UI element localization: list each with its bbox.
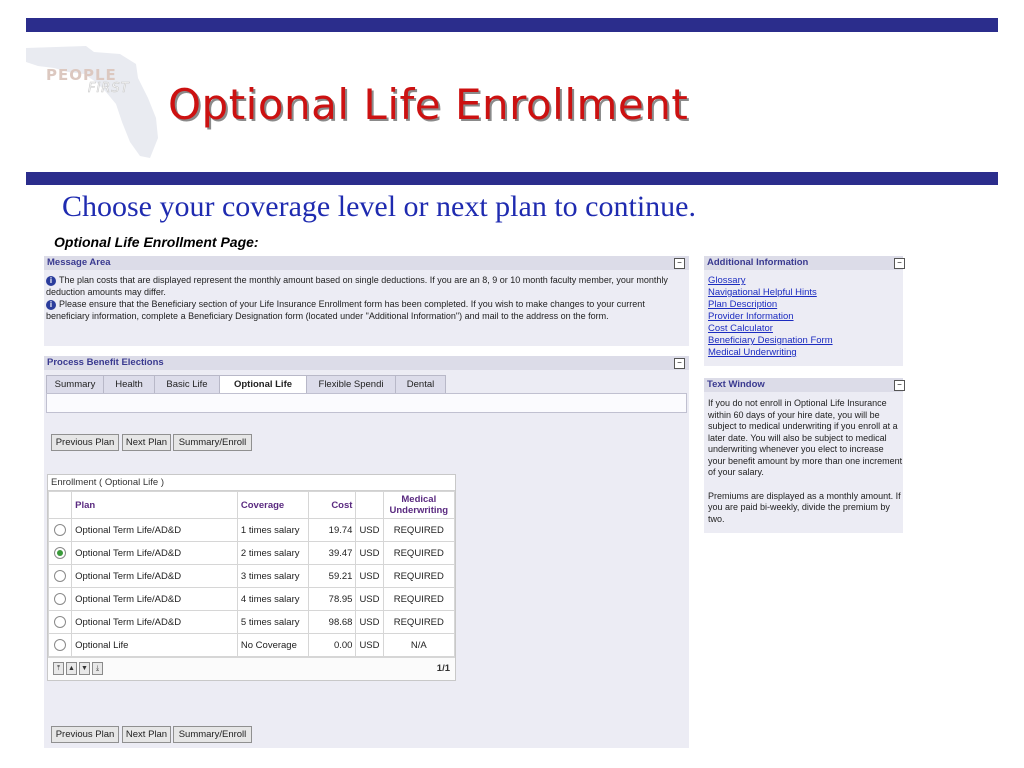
- medical-underwriting-cell: REQUIRED: [383, 611, 454, 634]
- plan-radio-button[interactable]: [54, 547, 66, 559]
- cost-column-header: Cost: [309, 492, 356, 519]
- row-radio-cell: [49, 542, 72, 565]
- row-radio-cell: [49, 588, 72, 611]
- plan-description-link[interactable]: Plan Description: [708, 299, 778, 310]
- cost-cell: 39.47: [309, 542, 356, 565]
- cost-calculator-link[interactable]: Cost Calculator: [708, 323, 773, 334]
- plan-radio-button[interactable]: [54, 639, 66, 651]
- medical-underwriting-cell: REQUIRED: [383, 588, 454, 611]
- tab-flexible-spending[interactable]: Flexible Spendi: [306, 375, 396, 393]
- message-item: [46, 274, 686, 298]
- currency-cell: USD: [356, 611, 383, 634]
- collapse-icon[interactable]: −: [674, 258, 685, 269]
- enrollment-grid: [48, 491, 455, 657]
- text-window-header: [704, 378, 903, 392]
- plan-radio-button[interactable]: [54, 524, 66, 536]
- plan-cell: Optional Term Life/AD&D: [72, 519, 238, 542]
- additional-information-header: [704, 256, 903, 270]
- screenshot-caption: Optional Life Enrollment Page:: [54, 234, 259, 250]
- page-title: Optional Life Enrollment: [168, 80, 689, 129]
- paragraph-spacer: [708, 479, 903, 491]
- process-header: [44, 356, 689, 370]
- coverage-cell: 5 times salary: [237, 611, 308, 634]
- previous-plan-button-bottom[interactable]: Previous Plan: [51, 726, 119, 743]
- middle-divider-bar: [26, 172, 998, 185]
- tab-health[interactable]: Health: [103, 375, 155, 393]
- message-area-header: [44, 256, 689, 270]
- medical-underwriting-cell: N/A: [383, 634, 454, 657]
- text-window-paragraph: If you do not enroll in Optional Life Insurance within 60 days of your hire date, you will be subject to medical underwriting if you enroll at a later date. You will also be subject to medical underwriting whenever you elect to increase your benefit amount by more than one increment of your salary.: [708, 398, 903, 477]
- tab-optional-life[interactable]: Optional Life: [219, 375, 307, 394]
- table-pagination: [48, 657, 455, 680]
- slide-subtitle: Choose your coverage level or next plan to continue.: [62, 190, 696, 223]
- cost-cell: 78.95: [309, 588, 356, 611]
- row-radio-cell: [49, 519, 72, 542]
- top-divider-bar: [26, 18, 998, 32]
- cost-cell: 0.00: [309, 634, 356, 657]
- plan-cell: Optional Term Life/AD&D: [72, 542, 238, 565]
- cost-cell: 19.74: [309, 519, 356, 542]
- summary-enroll-button[interactable]: Summary/Enroll: [173, 434, 252, 451]
- medical-underwriting-link[interactable]: Medical Underwriting: [708, 347, 797, 358]
- additional-information-panel: [704, 256, 903, 366]
- enrollment-table: [47, 474, 456, 681]
- message-text: The plan costs that are displayed represent the monthly amount based on single deductions. If you are an 8, 9 or 10 month faculty member, your monthly deduction amounts may differ.: [46, 275, 668, 297]
- text-window-body: [708, 398, 903, 525]
- medical-underwriting-cell: REQUIRED: [383, 542, 454, 565]
- info-icon: i: [46, 276, 56, 286]
- next-page-icon[interactable]: ▼: [79, 662, 90, 675]
- plan-radio-button[interactable]: [54, 593, 66, 605]
- coverage-cell: 1 times salary: [237, 519, 308, 542]
- collapse-icon[interactable]: −: [894, 380, 905, 391]
- currency-cell: USD: [356, 588, 383, 611]
- select-column-header: [49, 492, 72, 519]
- table-row[interactable]: [49, 542, 455, 565]
- table-row[interactable]: [49, 588, 455, 611]
- currency-cell: USD: [356, 634, 383, 657]
- plan-cell: Optional Term Life/AD&D: [72, 588, 238, 611]
- collapse-icon[interactable]: −: [674, 358, 685, 369]
- medical-underwriting-cell: REQUIRED: [383, 519, 454, 542]
- logo-word-first: FIRST: [88, 81, 130, 96]
- table-row[interactable]: [49, 519, 455, 542]
- last-page-icon[interactable]: ⤓: [92, 662, 103, 675]
- enrollment-rows: [49, 519, 455, 657]
- message-area-title: Message Area: [47, 257, 111, 268]
- plan-radio-button[interactable]: [54, 616, 66, 628]
- currency-cell: USD: [356, 519, 383, 542]
- table-row[interactable]: [49, 611, 455, 634]
- collapse-icon[interactable]: −: [894, 258, 905, 269]
- text-window-paragraph: Premiums are displayed as a monthly amount. If you are paid bi-weekly, divide the premium by two.: [708, 490, 901, 524]
- text-window-panel: [704, 378, 903, 533]
- coverage-column-header: Coverage: [237, 492, 308, 519]
- previous-plan-button[interactable]: Previous Plan: [51, 434, 119, 451]
- currency-cell: USD: [356, 542, 383, 565]
- summary-enroll-button-bottom[interactable]: Summary/Enroll: [173, 726, 252, 743]
- cost-cell: 59.21: [309, 565, 356, 588]
- table-row[interactable]: [49, 565, 455, 588]
- plan-radio-button[interactable]: [54, 570, 66, 582]
- tab-dental[interactable]: Dental: [395, 375, 446, 393]
- tab-summary[interactable]: Summary: [46, 375, 104, 393]
- tab-content-strip: [46, 393, 687, 413]
- coverage-cell: 3 times salary: [237, 565, 308, 588]
- medical-underwriting-cell: REQUIRED: [383, 565, 454, 588]
- first-page-icon[interactable]: ⤒: [53, 662, 64, 675]
- next-plan-button[interactable]: Next Plan: [122, 434, 171, 451]
- row-radio-cell: [49, 565, 72, 588]
- next-plan-button-bottom[interactable]: Next Plan: [122, 726, 171, 743]
- page-count: 1/1: [436, 663, 450, 674]
- additional-information-title: Additional Information: [707, 257, 809, 268]
- plan-cell: Optional Term Life/AD&D: [72, 611, 238, 634]
- message-list: [46, 274, 686, 322]
- glossary-link[interactable]: Glossary: [708, 275, 746, 286]
- additional-information-links: [708, 275, 833, 359]
- info-icon: i: [46, 300, 56, 310]
- medical-underwriting-column-header: Medical Underwriting: [383, 492, 454, 519]
- coverage-cell: 2 times salary: [237, 542, 308, 565]
- beneficiary-designation-link[interactable]: Beneficiary Designation Form: [708, 335, 833, 346]
- plan-cell: Optional Life: [72, 634, 238, 657]
- row-radio-cell: [49, 634, 72, 657]
- enrollment-caption: Enrollment ( Optional Life ): [48, 475, 455, 491]
- plan-column-header: Plan: [72, 492, 238, 519]
- process-title: Process Benefit Elections: [47, 357, 164, 368]
- coverage-cell: No Coverage: [237, 634, 308, 657]
- plan-cell: Optional Term Life/AD&D: [72, 565, 238, 588]
- currency-cell: USD: [356, 565, 383, 588]
- text-window-title: Text Window: [707, 379, 765, 390]
- table-row[interactable]: [49, 634, 455, 657]
- currency-column-header: [356, 492, 383, 519]
- provider-information-link[interactable]: Provider Information: [708, 311, 794, 322]
- row-radio-cell: [49, 611, 72, 634]
- navigational-hints-link[interactable]: Navigational Helpful Hints: [708, 287, 817, 298]
- previous-page-icon[interactable]: ▲: [66, 662, 77, 675]
- cost-cell: 98.68: [309, 611, 356, 634]
- message-area-panel: [44, 256, 689, 346]
- message-item: [46, 298, 686, 322]
- table-header-row: [49, 492, 455, 519]
- logo-word-people: PEOPLE: [46, 66, 117, 84]
- message-text: Please ensure that the Beneficiary section of your Life Insurance Enrollment form has been completed. If you wish to make changes to your current beneficiary information, complete a Beneficiary Designation form (located under "Additional Information") and mail to the address on the form.: [46, 299, 645, 321]
- tab-basic-life[interactable]: Basic Life: [154, 375, 220, 393]
- coverage-cell: 4 times salary: [237, 588, 308, 611]
